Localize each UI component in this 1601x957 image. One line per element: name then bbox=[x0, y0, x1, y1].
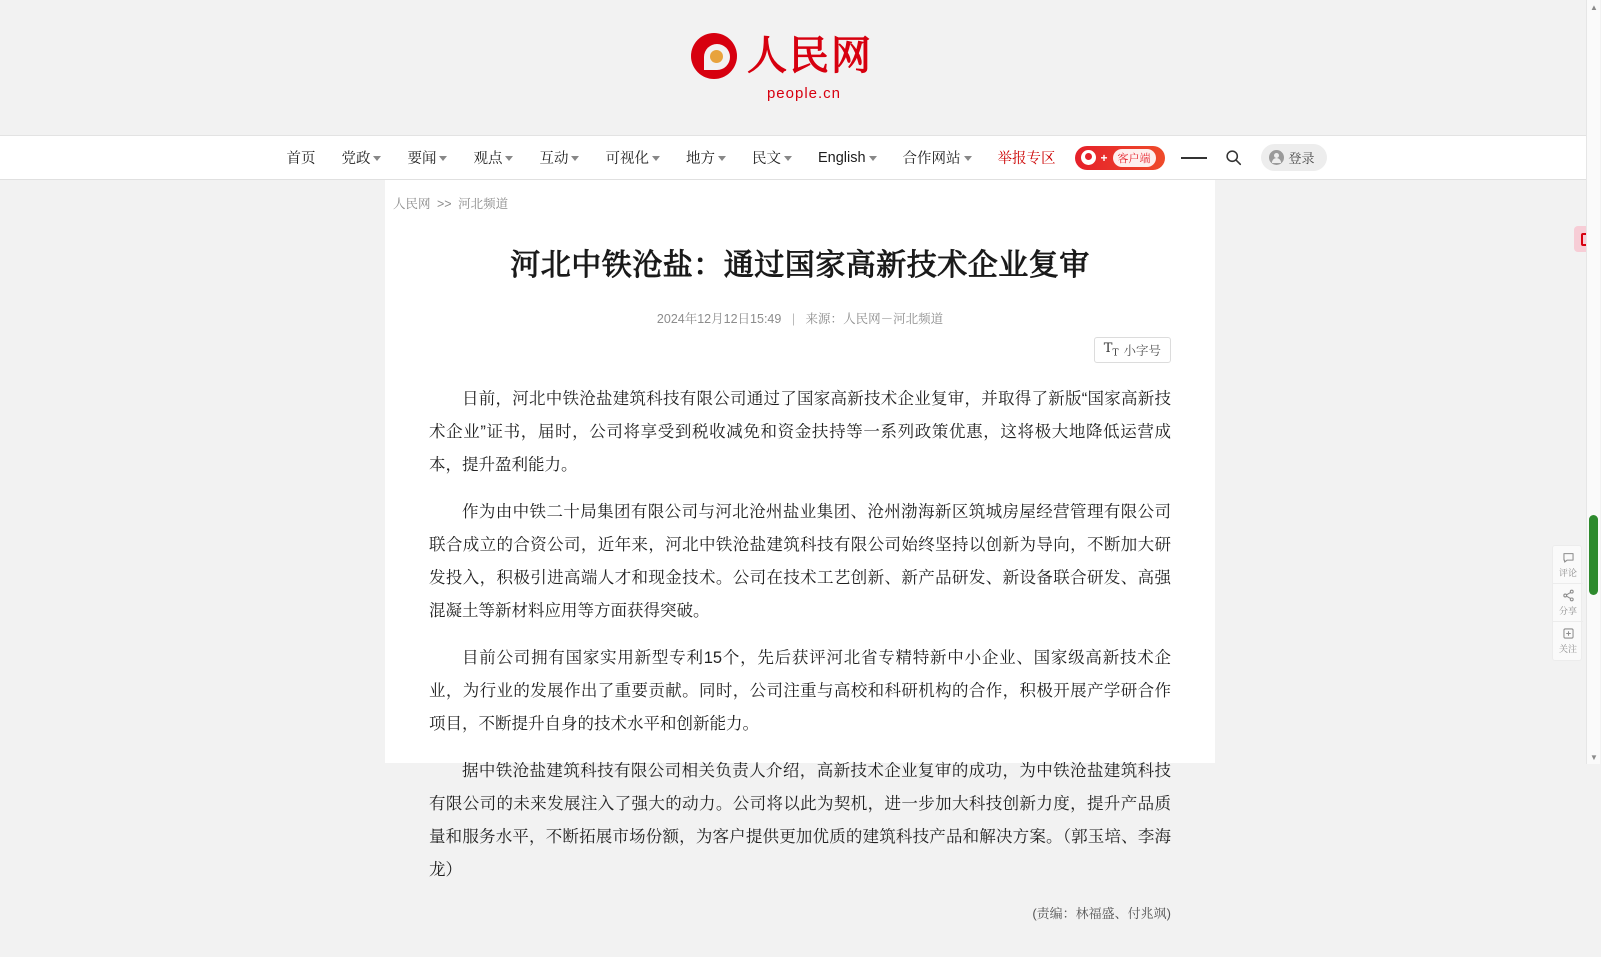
comment-tool[interactable] bbox=[1553, 546, 1583, 584]
fontsize-button[interactable] bbox=[1094, 337, 1171, 363]
nav-item-label: 民文 bbox=[751, 151, 781, 167]
article-paragraph: 目前公司拥有国家实用新型专利15个，先后获评河北省专精特新中小企业、国家级高新技术企业，为行业的发展作出了重要贡献。同时，公司注重与高校和科研机构的合作，积极开展产学研合作项目，不断提升自身的技术水平和创新能力。 bbox=[429, 648, 1171, 733]
side-tool-label: 分享 bbox=[1558, 605, 1577, 616]
side-tool-label: 关注 bbox=[1558, 644, 1577, 654]
content-area bbox=[0, 180, 1600, 921]
article-body bbox=[429, 383, 1171, 957]
scroll-down-arrow[interactable]: ▼ bbox=[1590, 752, 1598, 762]
nav-items bbox=[273, 136, 1326, 179]
nav-tools bbox=[1181, 144, 1327, 171]
fontsize-label: 小字号 bbox=[1123, 343, 1161, 358]
logo-title-cn: 人民网 bbox=[747, 32, 873, 79]
nav-item-label: 观点 bbox=[473, 151, 503, 167]
app-badge-label: 客户端 bbox=[1113, 149, 1156, 167]
article-meta bbox=[429, 309, 1171, 327]
nav-item-label: English bbox=[817, 149, 866, 166]
text-size-icon: $T_T$ bbox=[1103, 340, 1119, 359]
nav-item-report-zone[interactable] bbox=[985, 136, 1069, 179]
user-icon bbox=[1269, 150, 1284, 165]
chevron-down-icon bbox=[869, 156, 877, 161]
nav-item-partner-sites[interactable] bbox=[890, 136, 985, 179]
breadcrumb bbox=[393, 180, 1171, 212]
nav-item-home[interactable] bbox=[273, 136, 328, 179]
login-button[interactable] bbox=[1261, 144, 1327, 171]
nav-item-party[interactable] bbox=[328, 136, 394, 179]
chevron-down-icon bbox=[571, 156, 579, 161]
chevron-down-icon bbox=[964, 156, 972, 161]
side-tool-label: 评论 bbox=[1558, 567, 1577, 578]
site-masthead bbox=[0, 0, 1600, 136]
meta-divider: | bbox=[791, 311, 796, 326]
app-badge-plus: + bbox=[1100, 150, 1108, 165]
article-paragraph: 据中铁沧盐建筑科技有限公司相关负责人介绍，高新技术企业复审的成功，为中铁沧盐建筑科技有限公司的未来发展注入了强大的动力。公司将以此为契机，进一步加大科技创新力度，提升产品质量和服务水平，不断拓展市场份额，为客户提供更加优质的建筑科技产品和解决方案。（郭玉培、李海龙） bbox=[429, 761, 1171, 879]
nav-item-label: 合作网站 bbox=[902, 151, 961, 167]
scrollbar-thumb[interactable] bbox=[1589, 515, 1598, 595]
nav-item-opinion[interactable] bbox=[460, 136, 526, 179]
chevron-down-icon bbox=[784, 156, 792, 161]
scroll-up-arrow[interactable]: ▲ bbox=[1590, 2, 1598, 12]
nav-item-label: 地方 bbox=[685, 151, 715, 167]
nav-item-label: 举报专区 bbox=[997, 151, 1056, 167]
site-logo[interactable] bbox=[691, 33, 873, 102]
chevron-down-icon bbox=[718, 156, 726, 161]
nav-item-ethnic-language[interactable] bbox=[739, 136, 805, 179]
chevron-down-icon bbox=[652, 156, 660, 161]
nav-item-visualization[interactable] bbox=[592, 136, 673, 179]
nav-item-label: 党政 bbox=[341, 151, 371, 167]
people-mini-logo-icon bbox=[1081, 150, 1096, 165]
app-download-badge[interactable] bbox=[1075, 146, 1165, 170]
comment-icon bbox=[1562, 551, 1575, 564]
chevron-down-icon bbox=[505, 156, 513, 161]
share-tool[interactable] bbox=[1553, 584, 1583, 622]
nav-item-local[interactable] bbox=[673, 136, 739, 179]
breadcrumb-root-link[interactable]: 人民网 bbox=[393, 197, 431, 211]
people-logo-icon bbox=[691, 33, 737, 79]
article-paper bbox=[385, 180, 1215, 921]
article-paragraph: 日前，河北中铁沧盐建筑科技有限公司通过了国家高新技术企业复审，并取得了新版“国家高新技术企业”证书，届时，公司将享受到税收减免和资金扶持等一系列政策优惠，这将极大地降低运营成本，提升盈利能力。 bbox=[429, 389, 1171, 474]
article-source-label: 来源： bbox=[805, 311, 844, 326]
hamburger-icon[interactable] bbox=[1181, 145, 1207, 171]
nav-item-label: 首页 bbox=[286, 151, 316, 167]
page-title: 河北中铁沧盐：通过国家高新技术企业复审 bbox=[510, 249, 1090, 282]
chevron-down-icon bbox=[373, 156, 381, 161]
nav-item-label: 可视化 bbox=[605, 151, 649, 167]
fontsize-control bbox=[429, 337, 1171, 363]
article-source: 人民网－河北频道 bbox=[843, 311, 944, 326]
follow-icon bbox=[1562, 627, 1575, 640]
breadcrumb-separator: >> bbox=[437, 197, 452, 211]
share-icon bbox=[1562, 589, 1575, 602]
side-tool-rail bbox=[1552, 545, 1582, 661]
article-paragraph: 作为由中铁二十局集团有限公司与河北沧州盐业集团、沧州渤海新区筑城房屋经营管理有限公司联合成立的合资公司，近年来，河北中铁沧盐建筑科技有限公司始终坚持以创新为导向，不断加大研发投入，积极引进高端人才和现金技术。公司在技术工艺创新、新产品研发、新设备联合研发、高强混凝土等新材料应用等方面获得突破。 bbox=[429, 502, 1171, 620]
vertical-scrollbar[interactable] bbox=[1586, 0, 1600, 764]
nav-item-label: 要闻 bbox=[407, 151, 437, 167]
main-navigation bbox=[0, 136, 1600, 180]
login-label: 登录 bbox=[1288, 151, 1315, 166]
follow-tool[interactable] bbox=[1553, 622, 1583, 660]
article-datetime: 2024年12月12日15:49 bbox=[656, 311, 782, 326]
chevron-down-icon bbox=[439, 156, 447, 161]
logo-row bbox=[691, 33, 873, 79]
nav-item-news[interactable] bbox=[394, 136, 460, 179]
article-editor-credit: (责编：林福盛、付兆飒) bbox=[1032, 905, 1171, 921]
breadcrumb-current-link[interactable]: 河北频道 bbox=[458, 197, 509, 211]
logo-title-en: people.cn bbox=[766, 85, 842, 102]
nav-item-english[interactable] bbox=[805, 136, 890, 179]
nav-item-label: 互动 bbox=[539, 151, 569, 167]
search-icon[interactable] bbox=[1221, 145, 1247, 171]
nav-item-interaction[interactable] bbox=[526, 136, 592, 179]
